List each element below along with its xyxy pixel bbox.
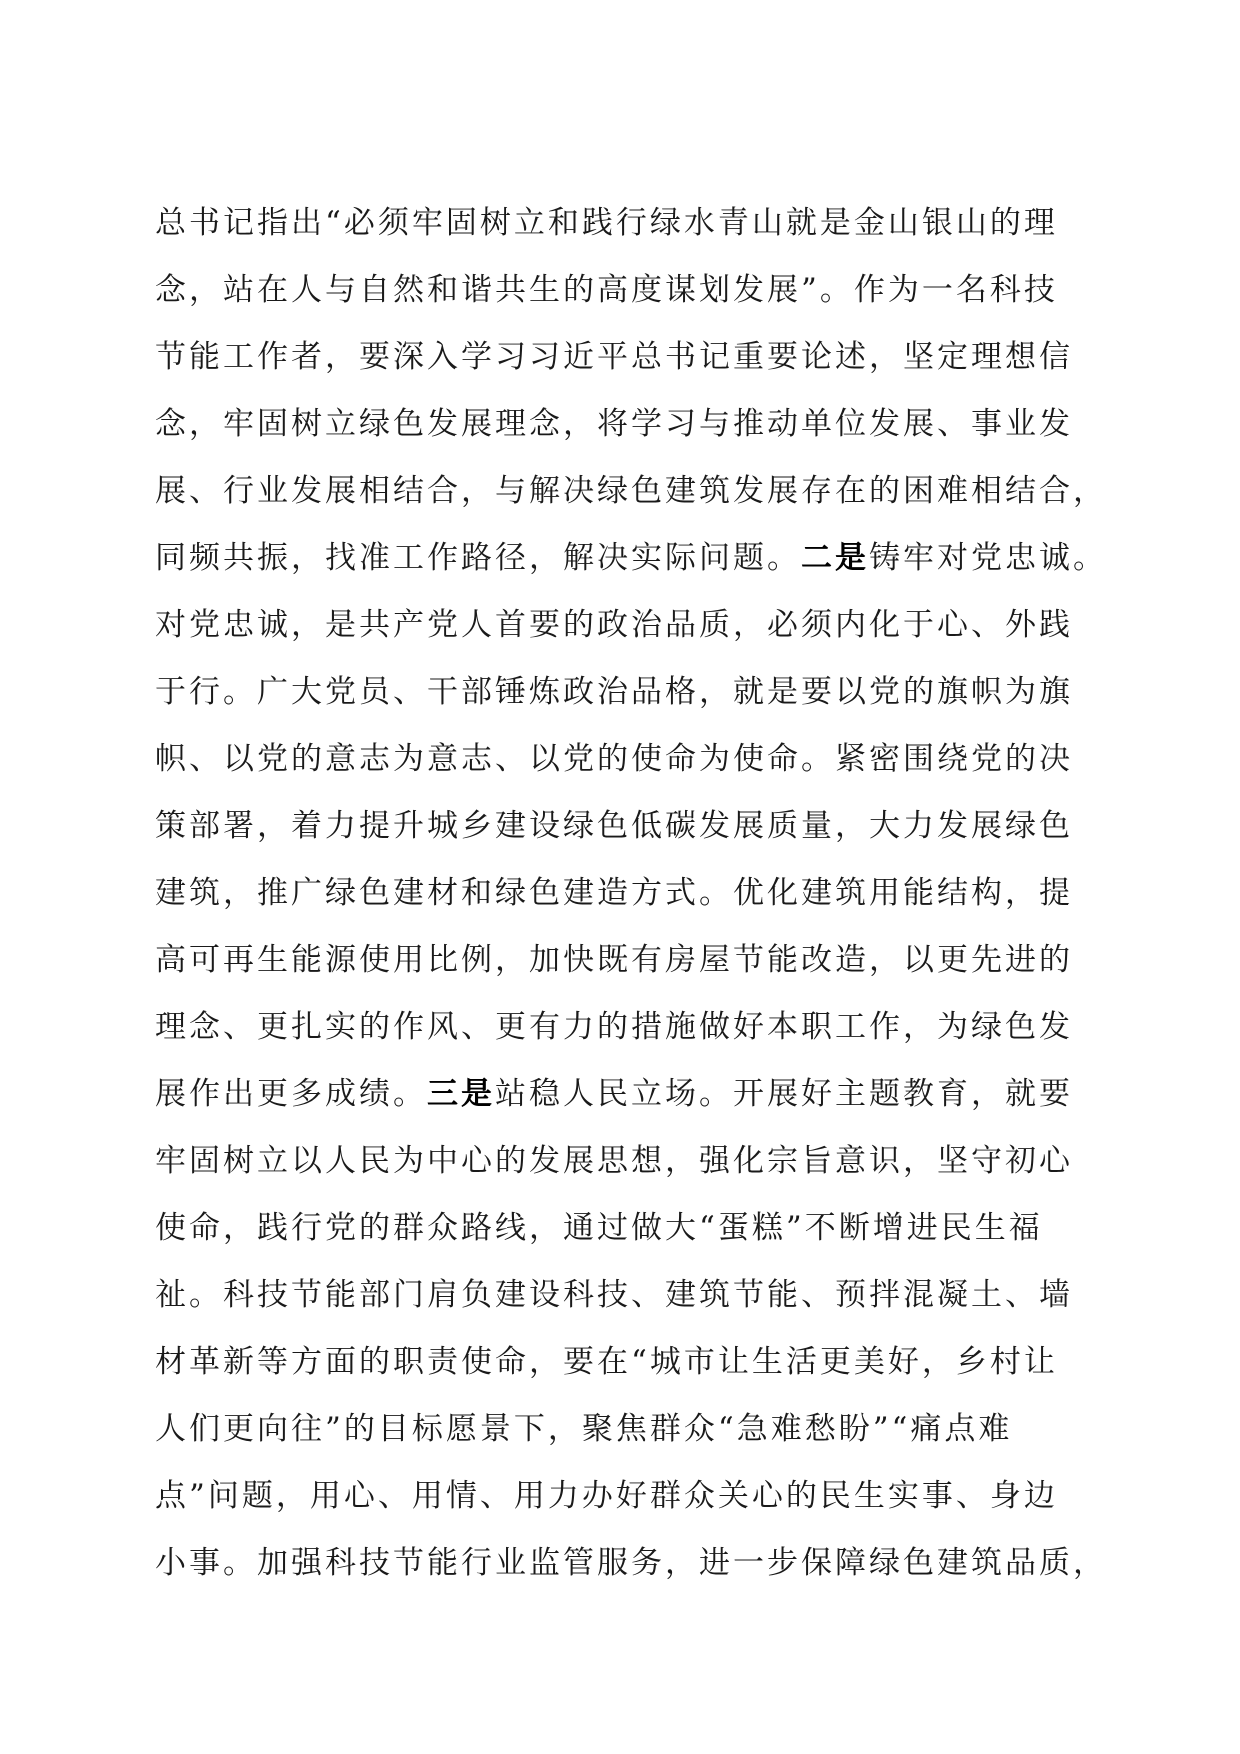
text-segment: 建筑，推广绿色建材和绿色建造方式。优化建筑用能结构，提 — [155, 875, 1073, 911]
text-segment: 策部署，着力提升城乡建设绿色低碳发展质量，大力发展绿色 — [155, 808, 1073, 844]
text-line — [155, 1195, 1095, 1262]
text-segment: 于行。广大党员、干部锤炼政治品格，就是要以党的旗帜为旗 — [155, 674, 1073, 710]
text-segment: 人们更向往”的目标愿景下，聚焦群众“急难愁盼”“痛点难 — [155, 1411, 1013, 1447]
text-segment: 材革新等方面的职责使命，要在“城市让生活更美好，乡村让 — [155, 1344, 1058, 1380]
text-line — [155, 324, 1095, 391]
bold-heading-marker: 二是 — [801, 540, 869, 576]
text-segment: 念，站在人与自然和谐共生的高度谋划发展”。作为一名科技 — [155, 272, 1058, 308]
bold-heading-marker: 三是 — [427, 1076, 495, 1112]
text-line — [155, 458, 1107, 525]
text-line — [155, 391, 1095, 458]
text-line — [155, 927, 1095, 994]
text-segment: 节能工作者，要深入学习习近平总书记重要论述，坚定理想信 — [155, 339, 1073, 375]
text-segment: 牢固树立以人民为中心的发展思想，强化宗旨意识，坚守初心 — [155, 1143, 1073, 1179]
text-segment: 对党忠诚，是共产党人首要的政治品质，必须内化于心、外践 — [155, 607, 1073, 643]
text-segment: 铸牢对党忠诚。 — [869, 540, 1107, 576]
text-segment: 展作出更多成绩。 — [155, 1076, 427, 1112]
text-line — [155, 1128, 1095, 1195]
text-line — [155, 1396, 1095, 1463]
text-line — [155, 659, 1095, 726]
text-line — [155, 592, 1095, 659]
text-segment: 总书记指出“必须牢固树立和践行绿水青山就是金山银山的理 — [155, 205, 1058, 241]
text-line — [155, 257, 1095, 324]
text-line — [155, 1530, 1107, 1597]
text-segment: 帜、以党的意志为意志、以党的使命为使命。紧密围绕党的决 — [155, 741, 1073, 777]
text-segment: 点”问题，用心、用情、用力办好群众关心的民生实事、身边 — [155, 1478, 1058, 1514]
text-line — [155, 793, 1095, 860]
text-line — [155, 525, 1107, 592]
body-paragraph — [155, 190, 1107, 1597]
text-segment: 同频共振，找准工作路径，解决实际问题。 — [155, 540, 801, 576]
text-line — [155, 1463, 1095, 1530]
text-segment: 使命，践行党的群众路线，通过做大“蛋糕”不断增进民生福 — [155, 1210, 1043, 1246]
text-line — [155, 1329, 1095, 1396]
text-line — [155, 190, 1095, 257]
text-segment: 小事。加强科技节能行业监管服务，进一步保障绿色建筑品质， — [155, 1545, 1107, 1581]
text-segment: 祉。科技节能部门肩负建设科技、建筑节能、预拌混凝土、墙 — [155, 1277, 1073, 1313]
text-segment: 高可再生能源使用比例，加快既有房屋节能改造，以更先进的 — [155, 942, 1073, 978]
text-segment: 念，牢固树立绿色发展理念，将学习与推动单位发展、事业发 — [155, 406, 1073, 442]
text-segment: 站稳人民立场。开展好主题教育，就要 — [495, 1076, 1073, 1112]
text-line — [155, 726, 1095, 793]
text-segment: 展、行业发展相结合，与解决绿色建筑发展存在的困难相结合， — [155, 473, 1107, 509]
text-line — [155, 994, 1095, 1061]
text-line — [155, 1262, 1095, 1329]
text-line — [155, 1061, 1095, 1128]
text-line — [155, 860, 1095, 927]
text-segment: 理念、更扎实的作风、更有力的措施做好本职工作，为绿色发 — [155, 1009, 1073, 1045]
